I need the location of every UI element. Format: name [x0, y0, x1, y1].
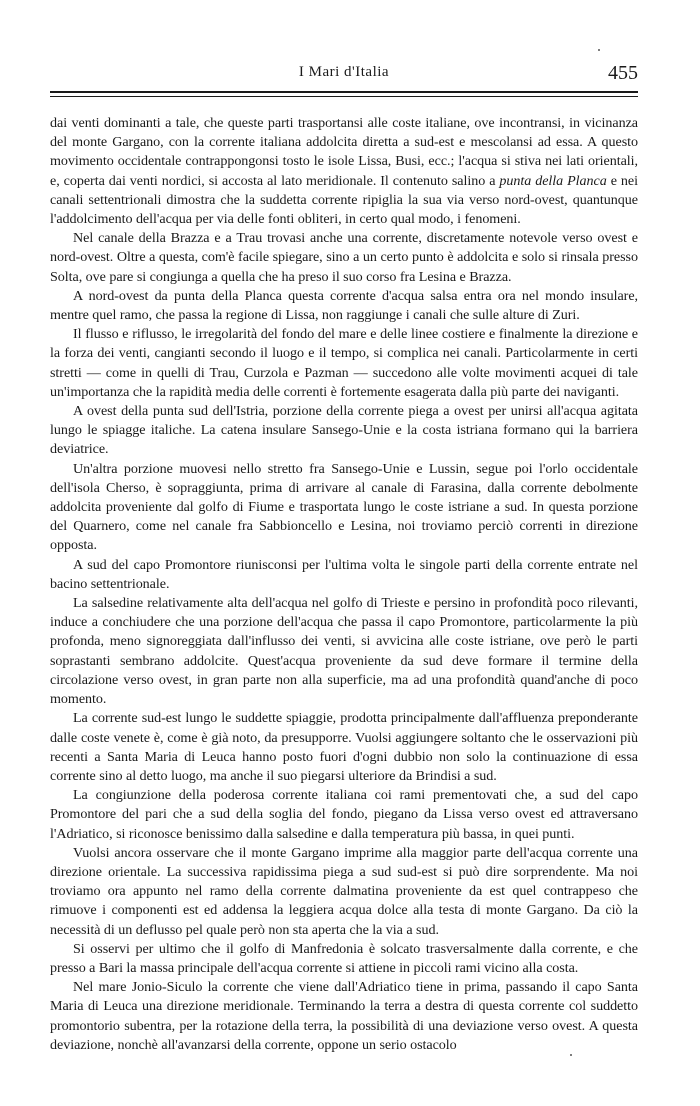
running-title: I Mari d'Italia — [298, 64, 390, 80]
paragraph-10: La congiunzione della poderosa corrente italiana coi rami prementovati che, a sud del capo Promontore del pari che a sud della soglia del fondo, piegano da Lissa verso ovest ed attraversano l'Adriatico, si riconosce benissimo dalla salsedine e dalla temperatura più bassa, in quei punti. — [50, 787, 638, 842]
paragraph-3: A nord-ovest da punta della Planca questa corrente d'acqua salsa entra ora nel mondo insulare, mentre quel ramo, che passa la regione di Lissa, non raggiunge i canali che sulle alture di Zuri. — [50, 287, 638, 324]
paragraph-1 — [50, 114, 638, 229]
paragraph-11: Vuolsi ancora osservare che il monte Gargano imprime alla maggior parte dell'acqua corrente una direzione orientale. La successiva rapidissima piega a sud sud-est si può dire sorprendente. Ma noi troviamo ora appunto nel ramo della corrente dalmatina proveniente da est quel contrappeso che rimuove i componenti est ed addensa la leggiera acqua dolce alla testa di monte Gargano. Da ciò la necessità di un deflusso pel quale però non sta aperta che la via a sud. — [50, 844, 638, 938]
paragraph-9: La corrente sud-est lungo le suddette spiaggie, prodotta principalmente dall'affluenza preponderante dalle coste venete è, come è già noto, da presupporre. Vuolsi aggiungere soltanto che le osservazioni più recenti a Santa Maria di Leuca hanno posto fuori d'ogni dubbio non solo la continuazione di essa corrente sino al detto luogo, ma anche il suo piegarsi ulteriore da Brindisi a sud. — [50, 710, 638, 784]
paragraph-2: Nel canale della Brazza e a Trau trovasi anche una corrente, discretamente notevole verso ovest e nord-ovest. Oltre a questa, com'è facile spiegare, sino a un certo punto è addolcita e solo si rinsala presso Solta, ove pare si congiunga a quella che ha preso il suo corso fra Lesina e Brazza. — [50, 230, 638, 285]
body-text — [50, 114, 638, 1055]
paragraph-8: La salsedine relativamente alta dell'acqua nel golfo di Trieste e persino in profondità poco rilevanti, induce a conchiudere che una porzione dell'acqua che passa il capo Promontore, particolarmente la più profonda, meno signoreggiata dall'influsso dei venti, si avvicina alle coste istriane, ove però le parti soprastanti sembrano addolcite. Quest'acqua proveniente da sud deve formare il termine della circolazione verso ovest, in gran parte non alla superficie, ma ad una profondità quand'anche di poco momento. — [50, 595, 638, 708]
paragraph-4: Il flusso e riflusso, le irregolarità del fondo del mare e delle linee costiere e finalmente la direzione e la forza dei venti, cangianti secondo il luogo e il tempo, si complica nei canali. Particolarmente in certi stretti — come in quelli di Trau, Curzola e Pazman — succedono alle volte movimenti acquei di tale un'importanza che la rapidità media delle correnti è fortemente esagerata dalla più parte dei naviganti. — [50, 326, 638, 400]
header-rule — [50, 91, 638, 97]
scan-speck — [570, 1054, 572, 1056]
page-number: 455 — [608, 62, 638, 84]
scan-speck — [598, 49, 600, 51]
italic-place-name: punta della Planca — [499, 172, 607, 189]
paragraph-5: A ovest della punta sud dell'Istria, porzione della corrente piega a ovest per unirsi all'acqua agitata lungo le spiagge italiche. La catena insulare Sansego-Unie e la costa istriana formano qui la barriera deviatrice. — [50, 403, 638, 458]
paragraph-12: Si osservi per ultimo che il golfo di Manfredonia è solcato trasversalmente dalla corrente, e che presso a Bari la massa principale dell'acqua corrente si attiene in piccoli rami vicino alla costa. — [50, 940, 638, 976]
page-header — [50, 62, 638, 92]
paragraph-6: Un'altra porzione muovesi nello stretto fra Sansego-Unie e Lussin, segue poi l'orlo occidentale dell'isola Cherso, è sopraggiunta, prima di arrivare al canale di Farasina, dalla corrente debolmente addolcita proveniente dal golfo di Fiume e trasportata lungo le coste istriane a sud. In questa porzione del Quarnero, come nel canale fra Sabbioncello e Lesina, noi troviamo perciò correnti in direzione opposta. — [50, 460, 638, 554]
paragraph-13: Nel mare Jonio-Siculo la corrente che viene dall'Adriatico tiene in prima, passando il capo Santa Maria di Leuca una direzione meridionale. Terminando la terra a destra di questa corrente col suddetto promontorio subentra, per la rotazione della terra, la possibilità di una deviazione verso ovest. A questa deviazione, nonchè all'avanzarsi della corrente, oppone un serio ostacolo — [50, 979, 638, 1053]
paragraph-text: e nei canali settentrionali dimostra che la suddetta corrente ripiglia la sua via verso nord-ovest, quantunque l'addolcimento dell'acqua per via delle fonti obliteri, in certo qual modo, i fenomeni. — [50, 172, 638, 228]
paragraph-7: A sud del capo Promontore riunisconsi per l'ultima volta le singole parti della corrente entrate nel bacino settentrionale. — [50, 556, 638, 592]
paragraph-text: dai venti dominanti a tale, che queste parti trasportansi alle coste italiane, ove incontransi, in vicinanza del monte Gargano, con la corrente italiana addolcita diretta a sud-est e mescolansi ad essa. A questo movimento occidentale contrappongonsi tosto le isole Lissa, Busi, ecc.; l'acqua si stiva nei lati orientali, e, coperta dai venti nordici, si accosta al lato meridionale. Il contenuto salino a — [50, 115, 638, 189]
